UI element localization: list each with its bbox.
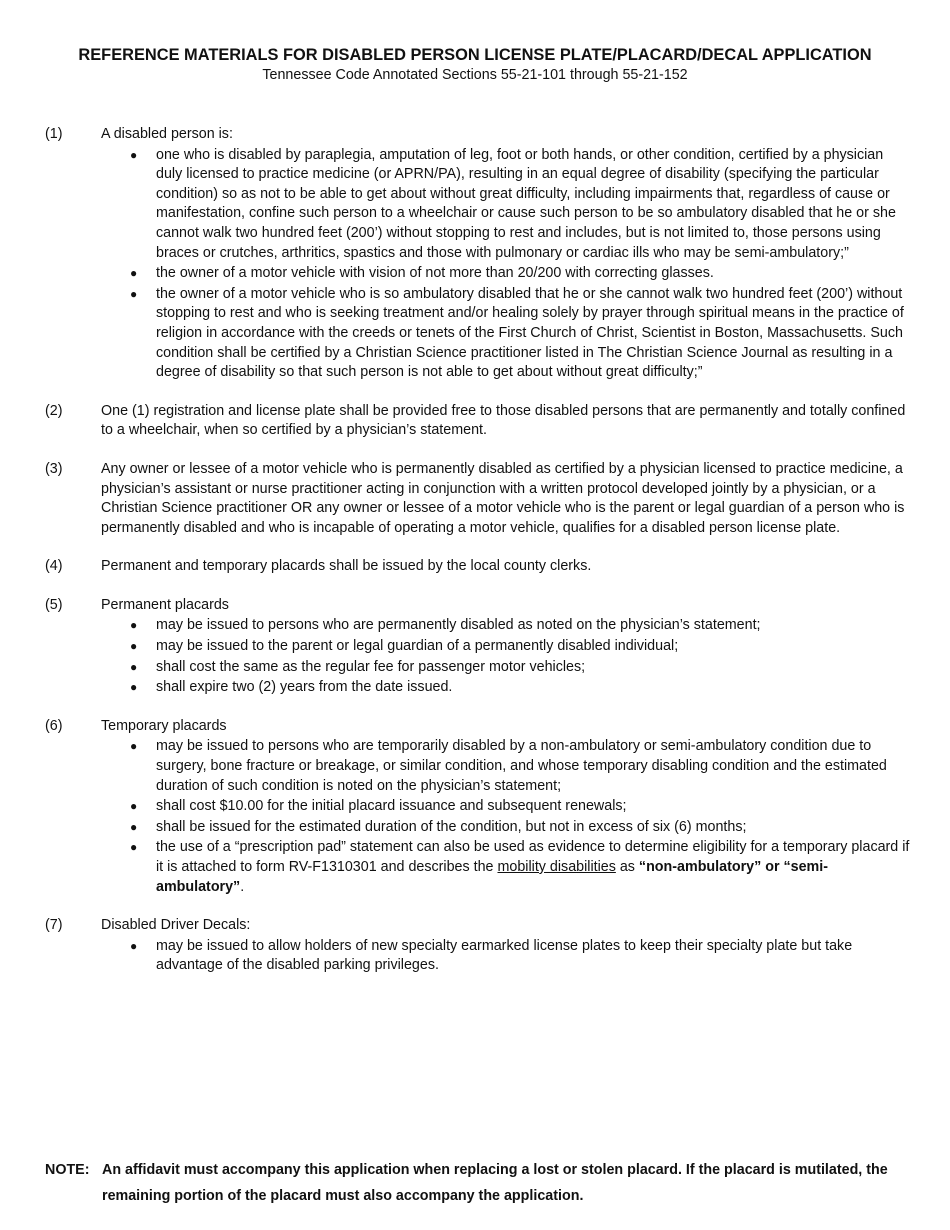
bullet-dot-icon: ● [130, 659, 138, 674]
note-text: An affidavit must accompany this application when replacing a lost or stolen placard. If the placard is mutilated, the remaining portion of the placard must also accompany the application. [102, 1162, 888, 1204]
bullet-list [101, 737, 910, 897]
list-item [101, 146, 910, 264]
list-item-text: shall cost $10.00 for the initial placard issuance and subsequent renewals; [156, 798, 627, 815]
list-item [101, 797, 910, 817]
list-item-text: may be issued to allow holders of new specialty earmarked license plates to keep their specialty plate but take advantage of the disabled parking privileges. [156, 937, 853, 974]
section-text: Permanent placards [101, 596, 229, 613]
list-item [101, 838, 910, 897]
list-item [101, 285, 910, 383]
section-number: (7) [45, 917, 63, 934]
section-text: Any owner or lessee of a motor vehicle who is permanently disabled as certified by a physician licensed to practice medicine, a physician’s assistant or nurse practitioner acting in conjunction with a written protocol developed jointly by a physician, or a Christian Science practitioner OR any owner or lessee of a motor vehicle who is the parent or legal guardian of a person who is permanently disabled and who is incapable of operating a motor vehicle, qualifies for a disabled person license plate. [101, 460, 905, 536]
section-2 [45, 402, 910, 441]
page-title: REFERENCE MATERIALS FOR DISABLED PERSON LICENSE PLATE/PLACARD/DECAL APPLICATION [78, 46, 872, 64]
section-6 [45, 717, 910, 897]
bullet-dot-icon: ● [130, 147, 138, 162]
section-5 [45, 596, 910, 698]
bullet-list [101, 616, 910, 697]
list-item [101, 637, 910, 657]
section-7 [45, 916, 910, 976]
list-item [101, 678, 910, 698]
list-item-text: one who is disabled by paraplegia, amputation of leg, foot or both hands, or other condition, certified by a physician duly licensed to practice medicine (or APRN/PA), resulting in an equal degree of disability (specifying the particular condition) so as not to be able to get about without great difficulty, including impairments that, regardless of cause or manifestation, confine such person to a wheelchair or cause such person to be so ambulatory disabled that he or she cannot walk two hundred feet (200’) without stopping to rest and includes, but is not limited to, those persons using braces or crutches, arthritics, spastics and those with pulmonary or cardiac ills who may be semi-ambulatory;” [156, 146, 896, 261]
section-4 [45, 557, 910, 577]
bullet-dot-icon: ● [130, 799, 138, 814]
bullet-dot-icon: ● [130, 819, 138, 834]
bullet-dot-icon: ● [130, 618, 138, 633]
list-item-text: may be issued to persons who are temporarily disabled by a non-ambulatory or semi-ambulatory condition due to surgery, bone fracture or breakage, or similar condition, and whose temporary disabling condition and the estimated duration of such condition is noted on the physician’s statement; [156, 738, 887, 794]
list-item [101, 616, 910, 636]
bullet-dot-icon: ● [130, 938, 138, 953]
section-number: (1) [45, 126, 63, 142]
list-item-text: may be issued to persons who are permanently disabled as noted on the physician’s statement; [156, 617, 761, 634]
sections-list [45, 125, 910, 995]
list-item-text: the owner of a motor vehicle who is so ambulatory disabled that he or she cannot walk two hundred feet (200’) without stopping to rest and who is seeking treatment and/or healing solely by prayer through spiritual means in the practice of religion in accordance with the creeds or tenets of the First Church of Christ, Scientist in Boston, Massachusetts. Such condition shall be certified by a Christian Science practitioner listed in The Christian Science Journal as resulting in a degree of disability so that such person is not able to get about without great difficulty;” [156, 285, 904, 381]
bullet-dot-icon: ● [130, 739, 138, 754]
bullet-list [101, 146, 910, 383]
mobility-disabilities-term: mobility disabilities [497, 859, 616, 875]
list-item-text: shall cost the same as the regular fee for passenger motor vehicles; [156, 658, 586, 675]
section-number: (3) [45, 460, 63, 477]
note-label: NOTE: [45, 1162, 90, 1178]
list-item-text: shall expire two (2) years from the date issued. [156, 679, 453, 696]
section-text: One (1) registration and license plate shall be provided free to those disabled persons that are permanently and totally confined to a wheelchair, when so certified by a physician’s statement. [101, 402, 906, 439]
bullet-list [101, 937, 910, 976]
list-item-text-pre: the use of a “prescription pad” statement can also be used as evidence to determine eligibility for a temporary placard if it is attached to form RV-F1310301 and describes the [156, 839, 910, 875]
list-item-text: shall be issued for the estimated duration of the condition, but not in excess of six (6) months; [156, 818, 747, 835]
section-3 [45, 460, 910, 538]
section-text: Permanent and temporary placards shall be issued by the local county clerks. [101, 558, 592, 575]
bullet-dot-icon: ● [130, 286, 138, 301]
section-1 [45, 125, 910, 383]
bullet-dot-icon: ● [130, 680, 138, 695]
list-item [101, 264, 910, 284]
section-number: (6) [45, 717, 63, 734]
section-text: Disabled Driver Decals: [101, 917, 251, 934]
list-item [101, 818, 910, 838]
list-item [101, 658, 910, 678]
bullet-dot-icon: ● [130, 840, 138, 855]
ambulatory-terms: “non-ambulatory” or “semi-ambulatory” [156, 859, 828, 895]
list-item-text: may be issued to the parent or legal guardian of a permanently disabled individual; [156, 638, 679, 655]
note-block [45, 1157, 910, 1209]
section-number: (4) [45, 558, 63, 575]
list-item [101, 737, 910, 796]
section-text: Temporary placards [101, 717, 227, 734]
document-header [0, 45, 950, 85]
list-item-text-mid: as [615, 859, 639, 875]
section-text: A disabled person is: [101, 126, 233, 142]
bullet-dot-icon: ● [130, 266, 138, 281]
list-item [101, 937, 910, 976]
list-item-text-post: . [240, 878, 245, 895]
bullet-dot-icon: ● [130, 639, 138, 654]
page-subtitle: Tennessee Code Annotated Sections 55-21-101 through 55-21-152 [262, 67, 688, 83]
section-number: (2) [45, 402, 63, 419]
list-item-text: the owner of a motor vehicle with vision of not more than 20/200 with correcting glasses. [156, 265, 714, 282]
section-number: (5) [45, 596, 63, 613]
